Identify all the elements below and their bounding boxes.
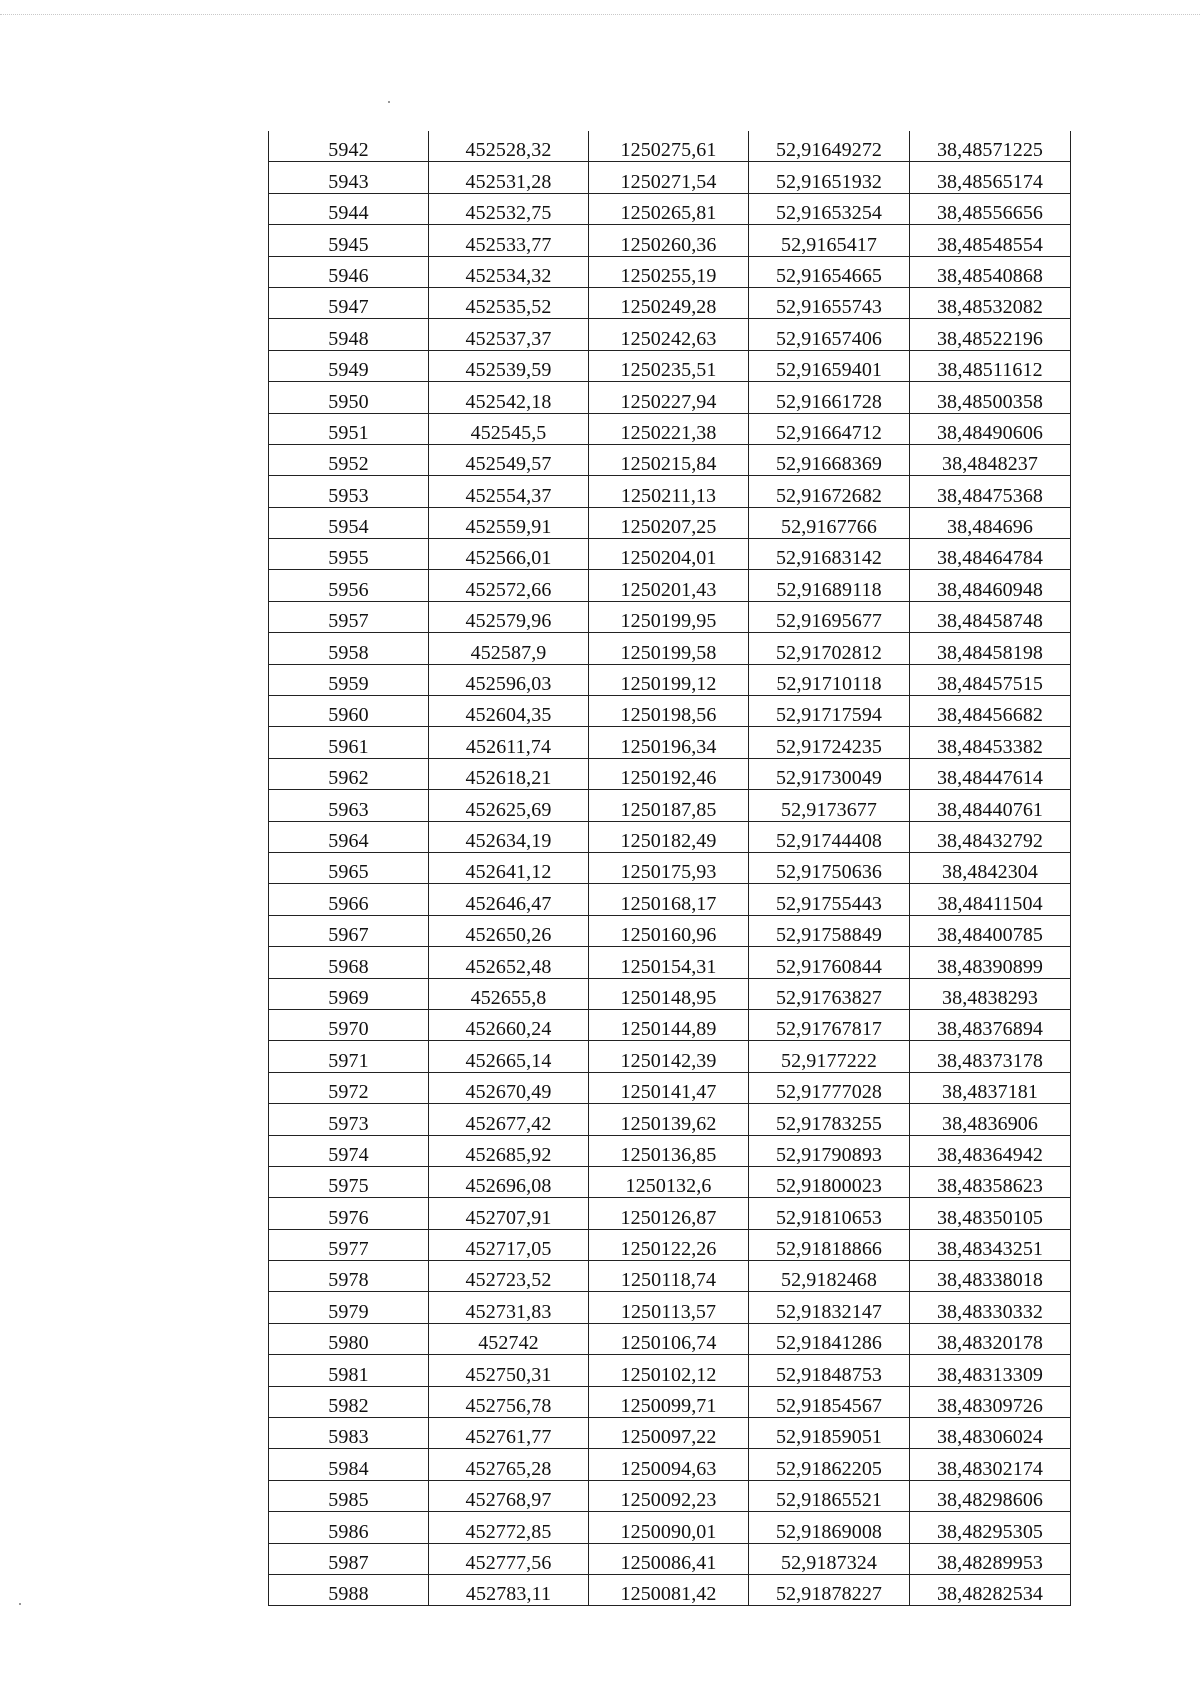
point-number-cell: 5944 <box>269 193 429 224</box>
longitude-cell: 38,48302174 <box>910 1449 1071 1480</box>
x-coordinate-cell: 452717,05 <box>429 1229 589 1260</box>
x-coordinate-cell: 452554,37 <box>429 476 589 507</box>
point-number-cell: 5984 <box>269 1449 429 1480</box>
longitude-cell: 38,4836906 <box>910 1104 1071 1135</box>
x-coordinate-cell: 452625,69 <box>429 790 589 821</box>
table-row <box>269 1574 1071 1605</box>
longitude-cell: 38,48464784 <box>910 539 1071 570</box>
point-number-cell: 5973 <box>269 1104 429 1135</box>
y-coordinate-cell: 1250199,95 <box>589 601 749 632</box>
y-coordinate-cell: 1250235,51 <box>589 350 749 381</box>
latitude-cell: 52,91654665 <box>749 256 910 287</box>
point-number-cell: 5976 <box>269 1198 429 1229</box>
point-number-cell: 5953 <box>269 476 429 507</box>
point-number-cell: 5969 <box>269 978 429 1009</box>
longitude-cell: 38,48358623 <box>910 1166 1071 1197</box>
point-number-cell: 5961 <box>269 727 429 758</box>
y-coordinate-cell: 1250221,38 <box>589 413 749 444</box>
y-coordinate-cell: 1250118,74 <box>589 1261 749 1292</box>
table-row <box>269 413 1071 444</box>
y-coordinate-cell: 1250099,71 <box>589 1386 749 1417</box>
x-coordinate-cell: 452634,19 <box>429 821 589 852</box>
table-row <box>269 1543 1071 1574</box>
point-number-cell: 5977 <box>269 1229 429 1260</box>
latitude-cell: 52,91841286 <box>749 1323 910 1354</box>
table-row <box>269 539 1071 570</box>
x-coordinate-cell: 452777,56 <box>429 1543 589 1574</box>
longitude-cell: 38,48390899 <box>910 947 1071 978</box>
latitude-cell: 52,9187324 <box>749 1543 910 1574</box>
x-coordinate-cell: 452579,96 <box>429 601 589 632</box>
longitude-cell: 38,48306024 <box>910 1418 1071 1449</box>
scan-speck <box>19 1603 21 1605</box>
latitude-cell: 52,9177222 <box>749 1041 910 1072</box>
y-coordinate-cell: 1250090,01 <box>589 1512 749 1543</box>
x-coordinate-cell: 452537,37 <box>429 319 589 350</box>
longitude-cell: 38,48373178 <box>910 1041 1071 1072</box>
latitude-cell: 52,91758849 <box>749 915 910 946</box>
x-coordinate-cell: 452783,11 <box>429 1574 589 1605</box>
point-number-cell: 5981 <box>269 1355 429 1386</box>
x-coordinate-cell: 452677,42 <box>429 1104 589 1135</box>
table-row <box>269 1355 1071 1386</box>
y-coordinate-cell: 1250211,13 <box>589 476 749 507</box>
table-row <box>269 1104 1071 1135</box>
coordinates-table-body <box>269 131 1071 1606</box>
table-row <box>269 476 1071 507</box>
point-number-cell: 5955 <box>269 539 429 570</box>
x-coordinate-cell: 452646,47 <box>429 884 589 915</box>
table-row <box>269 444 1071 475</box>
x-coordinate-cell: 452750,31 <box>429 1355 589 1386</box>
y-coordinate-cell: 1250260,36 <box>589 225 749 256</box>
point-number-cell: 5978 <box>269 1261 429 1292</box>
y-coordinate-cell: 1250122,26 <box>589 1229 749 1260</box>
y-coordinate-cell: 1250081,42 <box>589 1574 749 1605</box>
y-coordinate-cell: 1250175,93 <box>589 852 749 883</box>
longitude-cell: 38,48500358 <box>910 382 1071 413</box>
longitude-cell: 38,48400785 <box>910 915 1071 946</box>
point-number-cell: 5968 <box>269 947 429 978</box>
x-coordinate-cell: 452655,8 <box>429 978 589 1009</box>
scan-speck <box>388 101 390 103</box>
latitude-cell: 52,91777028 <box>749 1072 910 1103</box>
latitude-cell: 52,9182468 <box>749 1261 910 1292</box>
table-row <box>269 821 1071 852</box>
x-coordinate-cell: 452756,78 <box>429 1386 589 1417</box>
table-row <box>269 1418 1071 1449</box>
point-number-cell: 5986 <box>269 1512 429 1543</box>
point-number-cell: 5954 <box>269 507 429 538</box>
longitude-cell: 38,48556656 <box>910 193 1071 224</box>
table-row <box>269 570 1071 601</box>
y-coordinate-cell: 1250196,34 <box>589 727 749 758</box>
latitude-cell: 52,91767817 <box>749 1009 910 1040</box>
latitude-cell: 52,91790893 <box>749 1135 910 1166</box>
table-row <box>269 633 1071 664</box>
latitude-cell: 52,9173677 <box>749 790 910 821</box>
point-number-cell: 5971 <box>269 1041 429 1072</box>
table-row <box>269 287 1071 318</box>
table-row <box>269 1166 1071 1197</box>
y-coordinate-cell: 1250160,96 <box>589 915 749 946</box>
x-coordinate-cell: 452559,91 <box>429 507 589 538</box>
longitude-cell: 38,48475368 <box>910 476 1071 507</box>
point-number-cell: 5985 <box>269 1480 429 1511</box>
latitude-cell: 52,9167766 <box>749 507 910 538</box>
x-coordinate-cell: 452587,9 <box>429 633 589 664</box>
latitude-cell: 52,91763827 <box>749 978 910 1009</box>
coordinates-table-container <box>268 131 1070 1606</box>
longitude-cell: 38,48432792 <box>910 821 1071 852</box>
x-coordinate-cell: 452534,32 <box>429 256 589 287</box>
longitude-cell: 38,48313309 <box>910 1355 1071 1386</box>
longitude-cell: 38,48458198 <box>910 633 1071 664</box>
latitude-cell: 52,91664712 <box>749 413 910 444</box>
longitude-cell: 38,48295305 <box>910 1512 1071 1543</box>
point-number-cell: 5960 <box>269 696 429 727</box>
longitude-cell: 38,48320178 <box>910 1323 1071 1354</box>
latitude-cell: 52,91661728 <box>749 382 910 413</box>
y-coordinate-cell: 1250182,49 <box>589 821 749 852</box>
scan-edge-line <box>0 14 1200 15</box>
y-coordinate-cell: 1250154,31 <box>589 947 749 978</box>
y-coordinate-cell: 1250271,54 <box>589 162 749 193</box>
table-row <box>269 664 1071 695</box>
latitude-cell: 52,91659401 <box>749 350 910 381</box>
point-number-cell: 5970 <box>269 1009 429 1040</box>
point-number-cell: 5964 <box>269 821 429 852</box>
table-row <box>269 131 1071 162</box>
point-number-cell: 5947 <box>269 287 429 318</box>
latitude-cell: 52,91832147 <box>749 1292 910 1323</box>
x-coordinate-cell: 452696,08 <box>429 1166 589 1197</box>
table-row <box>269 193 1071 224</box>
longitude-cell: 38,484696 <box>910 507 1071 538</box>
y-coordinate-cell: 1250192,46 <box>589 758 749 789</box>
x-coordinate-cell: 452761,77 <box>429 1418 589 1449</box>
table-row <box>269 1009 1071 1040</box>
table-row <box>269 1041 1071 1072</box>
y-coordinate-cell: 1250094,63 <box>589 1449 749 1480</box>
latitude-cell: 52,9165417 <box>749 225 910 256</box>
point-number-cell: 5949 <box>269 350 429 381</box>
latitude-cell: 52,91672682 <box>749 476 910 507</box>
x-coordinate-cell: 452596,03 <box>429 664 589 695</box>
longitude-cell: 38,48338018 <box>910 1261 1071 1292</box>
table-row <box>269 1198 1071 1229</box>
point-number-cell: 5943 <box>269 162 429 193</box>
x-coordinate-cell: 452650,26 <box>429 915 589 946</box>
table-row <box>269 601 1071 632</box>
latitude-cell: 52,91744408 <box>749 821 910 852</box>
y-coordinate-cell: 1250086,41 <box>589 1543 749 1574</box>
point-number-cell: 5958 <box>269 633 429 664</box>
x-coordinate-cell: 452768,97 <box>429 1480 589 1511</box>
latitude-cell: 52,91869008 <box>749 1512 910 1543</box>
longitude-cell: 38,48364942 <box>910 1135 1071 1166</box>
x-coordinate-cell: 452660,24 <box>429 1009 589 1040</box>
longitude-cell: 38,48548554 <box>910 225 1071 256</box>
point-number-cell: 5966 <box>269 884 429 915</box>
point-number-cell: 5967 <box>269 915 429 946</box>
point-number-cell: 5980 <box>269 1323 429 1354</box>
point-number-cell: 5952 <box>269 444 429 475</box>
latitude-cell: 52,91862205 <box>749 1449 910 1480</box>
y-coordinate-cell: 1250242,63 <box>589 319 749 350</box>
x-coordinate-cell: 452532,75 <box>429 193 589 224</box>
point-number-cell: 5972 <box>269 1072 429 1103</box>
longitude-cell: 38,48447614 <box>910 758 1071 789</box>
latitude-cell: 52,91848753 <box>749 1355 910 1386</box>
point-number-cell: 5988 <box>269 1574 429 1605</box>
y-coordinate-cell: 1250249,28 <box>589 287 749 318</box>
y-coordinate-cell: 1250113,57 <box>589 1292 749 1323</box>
x-coordinate-cell: 452665,14 <box>429 1041 589 1072</box>
latitude-cell: 52,91854567 <box>749 1386 910 1417</box>
x-coordinate-cell: 452723,52 <box>429 1261 589 1292</box>
x-coordinate-cell: 452742 <box>429 1323 589 1354</box>
longitude-cell: 38,48456682 <box>910 696 1071 727</box>
x-coordinate-cell: 452531,28 <box>429 162 589 193</box>
table-row <box>269 225 1071 256</box>
table-row <box>269 947 1071 978</box>
longitude-cell: 38,4848237 <box>910 444 1071 475</box>
latitude-cell: 52,91730049 <box>749 758 910 789</box>
point-number-cell: 5963 <box>269 790 429 821</box>
table-row <box>269 1323 1071 1354</box>
y-coordinate-cell: 1250148,95 <box>589 978 749 1009</box>
y-coordinate-cell: 1250144,89 <box>589 1009 749 1040</box>
latitude-cell: 52,91710118 <box>749 664 910 695</box>
latitude-cell: 52,91878227 <box>749 1574 910 1605</box>
longitude-cell: 38,48350105 <box>910 1198 1071 1229</box>
y-coordinate-cell: 1250092,23 <box>589 1480 749 1511</box>
longitude-cell: 38,48571225 <box>910 131 1071 162</box>
point-number-cell: 5945 <box>269 225 429 256</box>
longitude-cell: 38,48490606 <box>910 413 1071 444</box>
table-row <box>269 758 1071 789</box>
table-row <box>269 1386 1071 1417</box>
y-coordinate-cell: 1250275,61 <box>589 131 749 162</box>
y-coordinate-cell: 1250201,43 <box>589 570 749 601</box>
latitude-cell: 52,91655743 <box>749 287 910 318</box>
point-number-cell: 5957 <box>269 601 429 632</box>
y-coordinate-cell: 1250106,74 <box>589 1323 749 1354</box>
table-row <box>269 319 1071 350</box>
point-number-cell: 5975 <box>269 1166 429 1197</box>
latitude-cell: 52,91760844 <box>749 947 910 978</box>
y-coordinate-cell: 1250199,58 <box>589 633 749 664</box>
x-coordinate-cell: 452566,01 <box>429 539 589 570</box>
x-coordinate-cell: 452611,74 <box>429 727 589 758</box>
latitude-cell: 52,91717594 <box>749 696 910 727</box>
x-coordinate-cell: 452685,92 <box>429 1135 589 1166</box>
y-coordinate-cell: 1250187,85 <box>589 790 749 821</box>
longitude-cell: 38,4842304 <box>910 852 1071 883</box>
x-coordinate-cell: 452641,12 <box>429 852 589 883</box>
table-row <box>269 1449 1071 1480</box>
latitude-cell: 52,91865521 <box>749 1480 910 1511</box>
longitude-cell: 38,48330332 <box>910 1292 1071 1323</box>
longitude-cell: 38,48565174 <box>910 162 1071 193</box>
x-coordinate-cell: 452545,5 <box>429 413 589 444</box>
table-row <box>269 790 1071 821</box>
y-coordinate-cell: 1250204,01 <box>589 539 749 570</box>
longitude-cell: 38,48411504 <box>910 884 1071 915</box>
x-coordinate-cell: 452707,91 <box>429 1198 589 1229</box>
table-row <box>269 162 1071 193</box>
longitude-cell: 38,48343251 <box>910 1229 1071 1260</box>
table-row <box>269 727 1071 758</box>
latitude-cell: 52,91683142 <box>749 539 910 570</box>
longitude-cell: 38,48440761 <box>910 790 1071 821</box>
latitude-cell: 52,91649272 <box>749 131 910 162</box>
latitude-cell: 52,91689118 <box>749 570 910 601</box>
y-coordinate-cell: 1250265,81 <box>589 193 749 224</box>
table-row <box>269 696 1071 727</box>
point-number-cell: 5982 <box>269 1386 429 1417</box>
y-coordinate-cell: 1250097,22 <box>589 1418 749 1449</box>
latitude-cell: 52,91724235 <box>749 727 910 758</box>
y-coordinate-cell: 1250139,62 <box>589 1104 749 1135</box>
point-number-cell: 5959 <box>269 664 429 695</box>
y-coordinate-cell: 1250199,12 <box>589 664 749 695</box>
latitude-cell: 52,91818866 <box>749 1229 910 1260</box>
table-row <box>269 350 1071 381</box>
longitude-cell: 38,48460948 <box>910 570 1071 601</box>
longitude-cell: 38,48289953 <box>910 1543 1071 1574</box>
x-coordinate-cell: 452765,28 <box>429 1449 589 1480</box>
table-row <box>269 884 1071 915</box>
point-number-cell: 5946 <box>269 256 429 287</box>
x-coordinate-cell: 452652,48 <box>429 947 589 978</box>
latitude-cell: 52,91651932 <box>749 162 910 193</box>
x-coordinate-cell: 452670,49 <box>429 1072 589 1103</box>
latitude-cell: 52,91783255 <box>749 1104 910 1135</box>
table-row <box>269 1135 1071 1166</box>
longitude-cell: 38,48282534 <box>910 1574 1071 1605</box>
x-coordinate-cell: 452528,32 <box>429 131 589 162</box>
x-coordinate-cell: 452618,21 <box>429 758 589 789</box>
table-row <box>269 1072 1071 1103</box>
longitude-cell: 38,4837181 <box>910 1072 1071 1103</box>
longitude-cell: 38,48458748 <box>910 601 1071 632</box>
longitude-cell: 38,48376894 <box>910 1009 1071 1040</box>
table-row <box>269 1229 1071 1260</box>
table-row <box>269 1512 1071 1543</box>
latitude-cell: 52,91810653 <box>749 1198 910 1229</box>
y-coordinate-cell: 1250198,56 <box>589 696 749 727</box>
y-coordinate-cell: 1250141,47 <box>589 1072 749 1103</box>
y-coordinate-cell: 1250136,85 <box>589 1135 749 1166</box>
longitude-cell: 38,48453382 <box>910 727 1071 758</box>
x-coordinate-cell: 452533,77 <box>429 225 589 256</box>
latitude-cell: 52,91653254 <box>749 193 910 224</box>
y-coordinate-cell: 1250255,19 <box>589 256 749 287</box>
longitude-cell: 38,48309726 <box>910 1386 1071 1417</box>
x-coordinate-cell: 452535,52 <box>429 287 589 318</box>
table-row <box>269 978 1071 1009</box>
longitude-cell: 38,48511612 <box>910 350 1071 381</box>
y-coordinate-cell: 1250168,17 <box>589 884 749 915</box>
y-coordinate-cell: 1250126,87 <box>589 1198 749 1229</box>
longitude-cell: 38,48457515 <box>910 664 1071 695</box>
x-coordinate-cell: 452604,35 <box>429 696 589 727</box>
coordinates-table <box>268 131 1071 1606</box>
latitude-cell: 52,91750636 <box>749 852 910 883</box>
table-row <box>269 915 1071 946</box>
point-number-cell: 5965 <box>269 852 429 883</box>
table-row <box>269 852 1071 883</box>
latitude-cell: 52,91695677 <box>749 601 910 632</box>
point-number-cell: 5950 <box>269 382 429 413</box>
latitude-cell: 52,91755443 <box>749 884 910 915</box>
point-number-cell: 5974 <box>269 1135 429 1166</box>
point-number-cell: 5962 <box>269 758 429 789</box>
longitude-cell: 38,4838293 <box>910 978 1071 1009</box>
point-number-cell: 5942 <box>269 131 429 162</box>
longitude-cell: 38,48298606 <box>910 1480 1071 1511</box>
point-number-cell: 5956 <box>269 570 429 601</box>
y-coordinate-cell: 1250102,12 <box>589 1355 749 1386</box>
longitude-cell: 38,48532082 <box>910 287 1071 318</box>
table-row <box>269 382 1071 413</box>
x-coordinate-cell: 452572,66 <box>429 570 589 601</box>
point-number-cell: 5951 <box>269 413 429 444</box>
y-coordinate-cell: 1250227,94 <box>589 382 749 413</box>
latitude-cell: 52,91668369 <box>749 444 910 475</box>
latitude-cell: 52,91657406 <box>749 319 910 350</box>
y-coordinate-cell: 1250215,84 <box>589 444 749 475</box>
x-coordinate-cell: 452731,83 <box>429 1292 589 1323</box>
table-row <box>269 256 1071 287</box>
x-coordinate-cell: 452772,85 <box>429 1512 589 1543</box>
longitude-cell: 38,48540868 <box>910 256 1071 287</box>
latitude-cell: 52,91702812 <box>749 633 910 664</box>
x-coordinate-cell: 452542,18 <box>429 382 589 413</box>
y-coordinate-cell: 1250142,39 <box>589 1041 749 1072</box>
table-row <box>269 1292 1071 1323</box>
table-row <box>269 1480 1071 1511</box>
point-number-cell: 5987 <box>269 1543 429 1574</box>
table-row <box>269 1261 1071 1292</box>
table-row <box>269 507 1071 538</box>
x-coordinate-cell: 452549,57 <box>429 444 589 475</box>
longitude-cell: 38,48522196 <box>910 319 1071 350</box>
point-number-cell: 5979 <box>269 1292 429 1323</box>
x-coordinate-cell: 452539,59 <box>429 350 589 381</box>
latitude-cell: 52,91859051 <box>749 1418 910 1449</box>
point-number-cell: 5948 <box>269 319 429 350</box>
y-coordinate-cell: 1250207,25 <box>589 507 749 538</box>
point-number-cell: 5983 <box>269 1418 429 1449</box>
y-coordinate-cell: 1250132,6 <box>589 1166 749 1197</box>
latitude-cell: 52,91800023 <box>749 1166 910 1197</box>
